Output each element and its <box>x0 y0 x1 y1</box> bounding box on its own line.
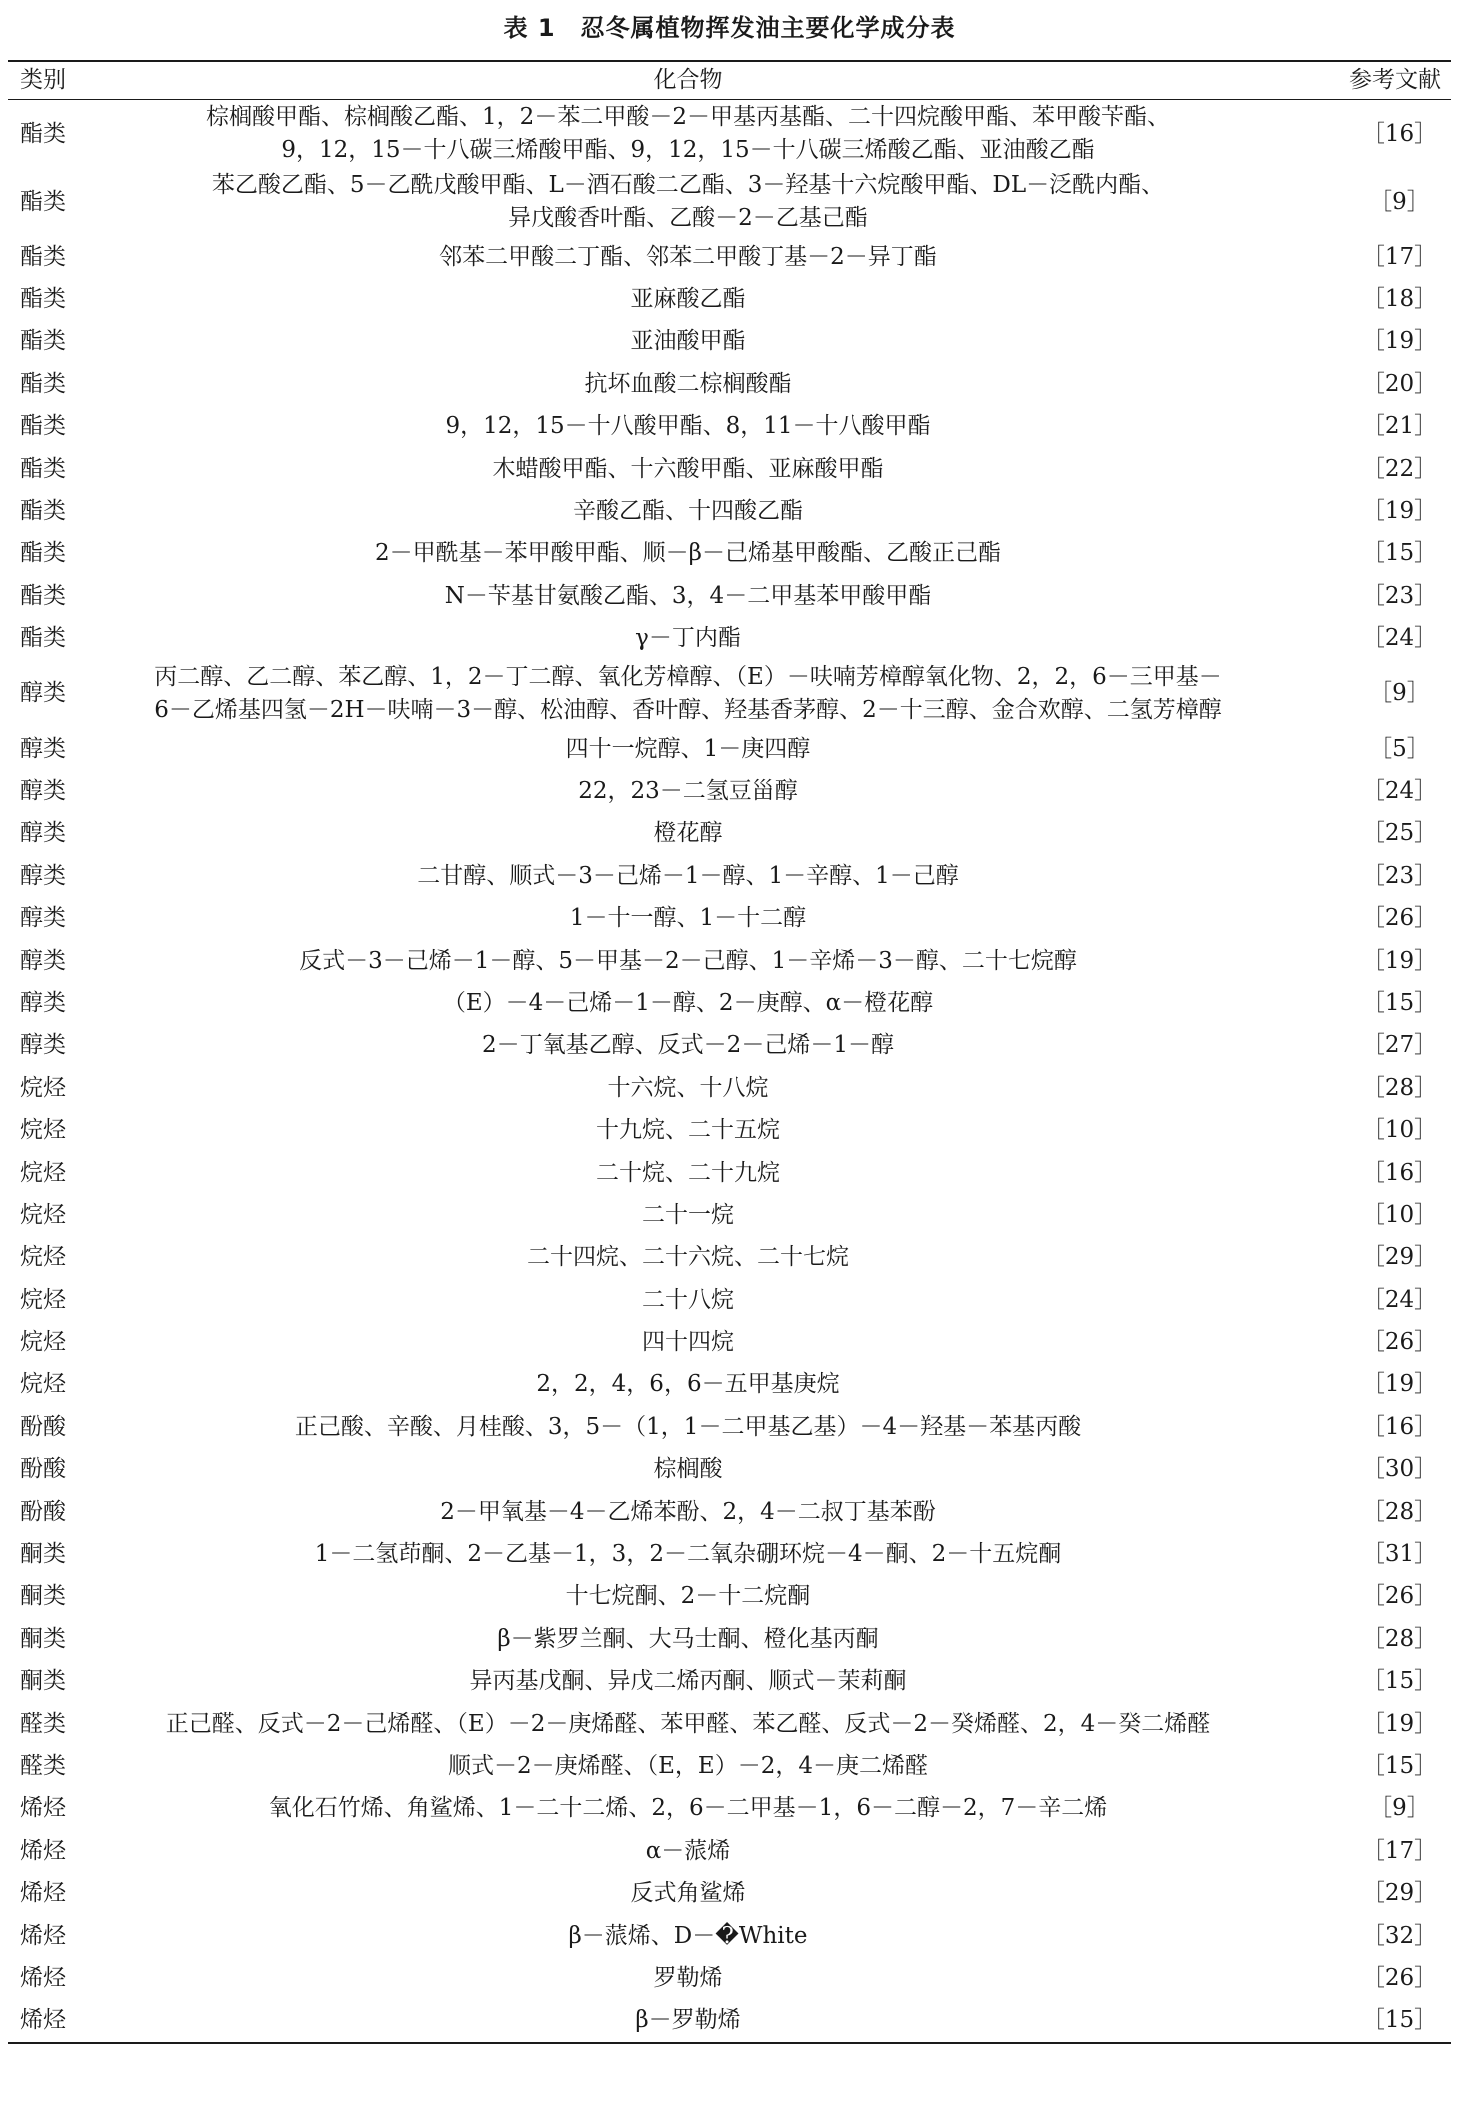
compound-line: α－蒎烯 <box>645 1837 731 1864</box>
category-cell: 醇类 <box>20 735 66 762</box>
category-cell: 酯类 <box>20 625 66 652</box>
compound-cell <box>98 1449 1278 1491</box>
reference-cell: ［15］ <box>1361 989 1438 1016</box>
category-cell: 醇类 <box>20 777 66 804</box>
compound-cell <box>98 1533 1278 1575</box>
table-row <box>8 813 1451 855</box>
category-cell: 醇类 <box>20 947 66 974</box>
compound-line: 6－乙烯基四氢－2H－呋喃－3－醇、松油醇、香叶醇、羟基香茅醇、2－十三醇、金合欢醇、二氢芳樟醇 <box>154 696 1222 723</box>
compound-cell <box>98 1618 1278 1660</box>
compound-cell <box>98 1872 1278 1914</box>
reference-cell: ［32］ <box>1361 1922 1438 1949</box>
category-cell: 醇类 <box>20 1032 66 1059</box>
compound-line: 二十烷、二十九烷 <box>596 1159 780 1186</box>
compound-cell <box>98 618 1278 660</box>
category-cell: 烯烃 <box>20 2007 66 2034</box>
table-row <box>8 1661 1451 1703</box>
category-cell: 酯类 <box>20 286 66 313</box>
table-row <box>8 363 1451 405</box>
compound-cell <box>98 1364 1278 1406</box>
compound-cell <box>98 1109 1278 1151</box>
table-row <box>8 1067 1451 1109</box>
compound-line: γ－丁内酯 <box>635 625 741 652</box>
reference-cell: ［19］ <box>1361 498 1438 525</box>
table-row <box>8 1406 1451 1448</box>
table-row <box>8 940 1451 982</box>
category-cell: 酯类 <box>20 498 66 525</box>
compound-cell <box>98 406 1278 448</box>
compound-line: 十九烷、二十五烷 <box>596 1117 780 1144</box>
table-row <box>8 100 1451 169</box>
compound-line: 22，23－二氢豆甾醇 <box>578 777 798 804</box>
compound-line: 二十一烷 <box>642 1201 734 1228</box>
reference-cell: ［30］ <box>1361 1456 1438 1483</box>
category-cell: 烯烃 <box>20 1880 66 1907</box>
compound-line: 2－丁氧基乙醇、反式－2－己烯－1－醇 <box>482 1032 894 1059</box>
table-row <box>8 897 1451 939</box>
table-row <box>8 236 1451 278</box>
table-row <box>8 618 1451 660</box>
table-row <box>8 728 1451 770</box>
compound-cell <box>98 1491 1278 1533</box>
compound-cell <box>98 533 1278 575</box>
compound-cell <box>98 363 1278 405</box>
compound-table <box>8 60 1451 2044</box>
reference-cell: ［29］ <box>1361 1880 1438 1907</box>
compound-line: 十七烷酮、2－十二烷酮 <box>565 1583 811 1610</box>
category-cell: 酯类 <box>20 370 66 397</box>
compound-cell <box>98 813 1278 855</box>
compound-cell <box>98 321 1278 363</box>
compound-cell <box>98 1152 1278 1194</box>
category-cell: 酚酸 <box>20 1413 66 1440</box>
category-cell: 烷烃 <box>20 1329 66 1356</box>
compound-cell <box>98 1661 1278 1703</box>
reference-cell: ［10］ <box>1361 1117 1438 1144</box>
compound-line: 氧化石竹烯、角鲨烯、1－二十二烯、2，6－二甲基－1，6－二醇－2，7－辛二烯 <box>268 1795 1108 1822</box>
reference-cell: ［19］ <box>1361 328 1438 355</box>
compound-cell <box>98 1067 1278 1109</box>
reference-cell: ［31］ <box>1361 1541 1438 1568</box>
compound-cell <box>98 278 1278 320</box>
reference-cell: ［17］ <box>1361 1837 1438 1864</box>
category-cell: 酯类 <box>20 582 66 609</box>
compound-cell <box>98 236 1278 278</box>
header-row <box>8 61 1451 100</box>
compound-line: β－罗勒烯 <box>635 2007 741 2034</box>
compound-line: 反式角鲨烯 <box>630 1880 746 1907</box>
reference-cell: ［19］ <box>1361 1710 1438 1737</box>
category-cell: 烷烃 <box>20 1201 66 1228</box>
category-cell: 酯类 <box>20 413 66 440</box>
compound-line: 9，12，15－十八酸甲酯、8，11－十八酸甲酯 <box>445 413 931 440</box>
compound-cell <box>98 448 1278 490</box>
reference-cell: ［23］ <box>1361 862 1438 889</box>
compound-table-container <box>8 60 1451 2044</box>
compound-cell <box>98 2000 1278 2043</box>
table-row <box>8 321 1451 363</box>
reference-cell: ［29］ <box>1361 1244 1438 1271</box>
table-row <box>8 1788 1451 1830</box>
reference-cell: ［18］ <box>1361 286 1438 313</box>
reference-cell: ［28］ <box>1361 1498 1438 1525</box>
category-cell: 烯烃 <box>20 1795 66 1822</box>
table-row <box>8 2000 1451 2043</box>
header-reference: 参考文献 <box>1349 67 1441 93</box>
reference-cell: ［15］ <box>1361 1668 1438 1695</box>
category-cell: 醇类 <box>20 862 66 889</box>
category-cell: 烷烃 <box>20 1286 66 1313</box>
table-row <box>8 1533 1451 1575</box>
compound-line: 四十一烷醇、1－庚四醇 <box>565 735 811 762</box>
table-row <box>8 1830 1451 1872</box>
compound-cell <box>98 1194 1278 1236</box>
table-row <box>8 1618 1451 1660</box>
compound-line: 十六烷、十八烷 <box>607 1074 769 1101</box>
compound-line: 顺式－2－庚烯醛、（E，E）－2，4－庚二烯醛 <box>448 1752 928 1779</box>
compound-cell <box>98 770 1278 812</box>
compound-line: 棕榈酸甲酯、棕榈酸乙酯、1，2－苯二甲酸－2－甲基丙基酯、二十四烷酸甲酯、苯甲酸苄酯、 <box>206 104 1170 130</box>
category-cell: 酚酸 <box>20 1456 66 1483</box>
compound-cell <box>98 168 1278 236</box>
compound-cell <box>98 1279 1278 1321</box>
compound-line: 异丙基戊酮、异戊二烯丙酮、顺式－茉莉酮 <box>469 1668 907 1695</box>
compound-cell <box>98 1788 1278 1830</box>
category-cell: 酮类 <box>20 1583 66 1610</box>
reference-cell: ［9］ <box>1369 680 1430 707</box>
compound-cell <box>98 1576 1278 1618</box>
table-row <box>8 490 1451 532</box>
category-cell: 酮类 <box>20 1668 66 1695</box>
compound-line: 二十四烷、二十六烷、二十七烷 <box>527 1244 849 1271</box>
table-row <box>8 1449 1451 1491</box>
reference-cell: ［26］ <box>1361 1964 1438 1991</box>
reference-cell: ［16］ <box>1361 1159 1438 1186</box>
compound-cell <box>98 1406 1278 1448</box>
compound-cell <box>98 982 1278 1024</box>
table-row <box>8 1491 1451 1533</box>
table-row <box>8 1025 1451 1067</box>
compound-cell <box>98 855 1278 897</box>
compound-line: 木蜡酸甲酯、十六酸甲酯、亚麻酸甲酯 <box>492 455 884 482</box>
compound-line: 1－十一醇、1－十二醇 <box>569 905 807 932</box>
category-cell: 烷烃 <box>20 1074 66 1101</box>
category-cell: 醛类 <box>20 1710 66 1737</box>
reference-cell: ［26］ <box>1361 1583 1438 1610</box>
table-row <box>8 1237 1451 1279</box>
table-row <box>8 533 1451 575</box>
category-cell: 酯类 <box>20 120 66 147</box>
reference-cell: ［28］ <box>1361 1074 1438 1101</box>
compound-line: β－蒎烯、D－�White <box>568 1922 808 1949</box>
compound-cell <box>98 1321 1278 1363</box>
reference-cell: ［22］ <box>1361 455 1438 482</box>
compound-line: 苯乙酸乙酯、5－乙酰戊酸甲酯、L－酒石酸二乙酯、3－羟基十六烷酸甲酯、DL－泛酰内酯、 <box>211 172 1165 198</box>
reference-cell: ［28］ <box>1361 1625 1438 1652</box>
reference-cell: ［23］ <box>1361 582 1438 609</box>
reference-cell: ［24］ <box>1361 625 1438 652</box>
category-cell: 烯烃 <box>20 1922 66 1949</box>
compound-cell <box>98 897 1278 939</box>
reference-cell: ［19］ <box>1361 947 1438 974</box>
reference-cell: ［26］ <box>1361 1329 1438 1356</box>
compound-cell <box>98 1703 1278 1745</box>
compound-cell <box>98 575 1278 617</box>
compound-line: 二十八烷 <box>642 1286 734 1313</box>
table-row <box>8 1957 1451 1999</box>
reference-cell: ［25］ <box>1361 820 1438 847</box>
table-row <box>8 1703 1451 1745</box>
reference-cell: ［5］ <box>1369 735 1430 762</box>
compound-cell <box>98 1830 1278 1872</box>
compound-line: 2－甲氧基－4－乙烯苯酚、2，4－二叔丁基苯酚 <box>440 1498 936 1525</box>
reference-cell: ［9］ <box>1369 188 1430 215</box>
reference-cell: ［16］ <box>1361 120 1438 147</box>
category-cell: 烯烃 <box>20 1837 66 1864</box>
table-row <box>8 660 1451 728</box>
compound-line: 亚麻酸乙酯 <box>630 286 746 313</box>
compound-line: 丙二醇、乙二醇、苯乙醇、1，2－丁二醇、氧化芳樟醇、（E）－呋喃芳樟醇氧化物、2，2，6－三甲基－ <box>154 663 1222 690</box>
compound-cell <box>98 728 1278 770</box>
category-cell: 酯类 <box>20 540 66 567</box>
category-cell: 醇类 <box>20 680 66 707</box>
category-cell: 醇类 <box>20 820 66 847</box>
compound-line: 反式－3－己烯－1－醇、5－甲基－2－己醇、1－辛烯－3－醇、二十七烷醇 <box>299 947 1077 974</box>
reference-cell: ［17］ <box>1361 243 1438 270</box>
category-cell: 烷烃 <box>20 1117 66 1144</box>
compound-line: 2－甲酰基－苯甲酸甲酯、顺－β－己烯基甲酸酯、乙酸正己酯 <box>375 540 1001 567</box>
compound-line: 罗勒烯 <box>653 1964 723 1991</box>
category-cell: 酮类 <box>20 1625 66 1652</box>
reference-cell: ［21］ <box>1361 413 1438 440</box>
compound-line: 邻苯二甲酸二丁酯、邻苯二甲酸丁基－2－异丁酯 <box>439 243 937 270</box>
reference-cell: ［26］ <box>1361 905 1438 932</box>
category-cell: 酯类 <box>20 243 66 270</box>
compound-line: 9，12，15－十八碳三烯酸甲酯、9，12，15－十八碳三烯酸乙酯、亚油酸乙酯 <box>281 137 1095 163</box>
compound-line: 异戊酸香叶酯、乙酸－2－乙基己酯 <box>508 205 868 231</box>
compound-line: （E）－4－己烯－1－醇、2－庚醇、α－橙花醇 <box>442 989 934 1016</box>
compound-line: 亚油酸甲酯 <box>630 328 746 355</box>
reference-cell: ［15］ <box>1361 2007 1438 2034</box>
compound-cell <box>98 1915 1278 1957</box>
compound-cell <box>98 660 1278 728</box>
table-row <box>8 770 1451 812</box>
category-cell: 酯类 <box>20 455 66 482</box>
compound-line: 1－二氢茚酮、2－乙基－1，3，2－二氧杂硼环烷－4－酮、2－十五烷酮 <box>314 1541 1062 1568</box>
table-row <box>8 1109 1451 1151</box>
table-row <box>8 278 1451 320</box>
compound-line: 四十四烷 <box>642 1329 734 1356</box>
category-cell: 酮类 <box>20 1541 66 1568</box>
reference-cell: ［20］ <box>1361 370 1438 397</box>
compound-line: 橙花醇 <box>653 820 723 847</box>
header-compound: 化合物 <box>653 67 723 93</box>
category-cell: 醛类 <box>20 1752 66 1779</box>
compound-cell <box>98 940 1278 982</box>
compound-line: 正己醛、反式－2－己烯醛、（E）－2－庚烯醛、苯甲醛、苯乙醛、反式－2－癸烯醛、2，4－癸二烯醛 <box>165 1710 1211 1737</box>
reference-cell: ［15］ <box>1361 1752 1438 1779</box>
compound-cell <box>98 490 1278 532</box>
table-row <box>8 406 1451 448</box>
category-cell: 醇类 <box>20 989 66 1016</box>
table-body <box>8 100 1451 2044</box>
category-cell: 醇类 <box>20 905 66 932</box>
reference-cell: ［15］ <box>1361 540 1438 567</box>
table-row <box>8 1364 1451 1406</box>
table-row <box>8 1194 1451 1236</box>
table-row <box>8 1872 1451 1914</box>
table-row <box>8 448 1451 490</box>
table-row <box>8 1576 1451 1618</box>
table-caption: 表 1 忍冬属植物挥发油主要化学成分表 <box>503 14 956 42</box>
category-cell: 烯烃 <box>20 1964 66 1991</box>
category-cell: 烷烃 <box>20 1244 66 1271</box>
category-cell: 烷烃 <box>20 1371 66 1398</box>
category-cell: 烷烃 <box>20 1159 66 1186</box>
table-row <box>8 1915 1451 1957</box>
compound-line: N－苄基甘氨酸乙酯、3，4－二甲基苯甲酸甲酯 <box>444 582 932 609</box>
compound-cell <box>98 1025 1278 1067</box>
category-cell: 酯类 <box>20 188 66 215</box>
compound-line: 抗坏血酸二棕榈酸酯 <box>584 370 792 397</box>
table-row <box>8 1321 1451 1363</box>
compound-line: 正己酸、辛酸、月桂酸、3，5－（1，1－二甲基乙基）－4－羟基－苯基丙酸 <box>294 1413 1082 1440</box>
reference-cell: ［27］ <box>1361 1032 1438 1059</box>
reference-cell: ［19］ <box>1361 1371 1438 1398</box>
table-row <box>8 982 1451 1024</box>
compound-line: β－紫罗兰酮、大马士酮、橙化基丙酮 <box>497 1625 879 1652</box>
reference-cell: ［24］ <box>1361 1286 1438 1313</box>
header-category: 类别 <box>20 67 66 93</box>
table-row <box>8 168 1451 236</box>
compound-line: 辛酸乙酯、十四酸乙酯 <box>573 498 803 525</box>
table-row <box>8 855 1451 897</box>
table-row <box>8 575 1451 617</box>
category-cell: 酯类 <box>20 328 66 355</box>
table-row <box>8 1745 1451 1787</box>
reference-cell: ［24］ <box>1361 777 1438 804</box>
compound-cell <box>98 1237 1278 1279</box>
compound-cell <box>98 1745 1278 1787</box>
compound-line: 2，2，4，6，6－五甲基庚烷 <box>536 1371 840 1398</box>
category-cell: 酚酸 <box>20 1498 66 1525</box>
reference-cell: ［9］ <box>1369 1795 1430 1822</box>
reference-cell: ［16］ <box>1361 1413 1438 1440</box>
reference-cell: ［10］ <box>1361 1201 1438 1228</box>
compound-line: 二甘醇、顺式－3－己烯－1－醇、1－辛醇、1－己醇 <box>417 862 959 889</box>
compound-line: 棕榈酸 <box>653 1456 723 1483</box>
table-row <box>8 1152 1451 1194</box>
compound-cell <box>98 100 1278 169</box>
compound-cell <box>98 1957 1278 1999</box>
table-row <box>8 1279 1451 1321</box>
